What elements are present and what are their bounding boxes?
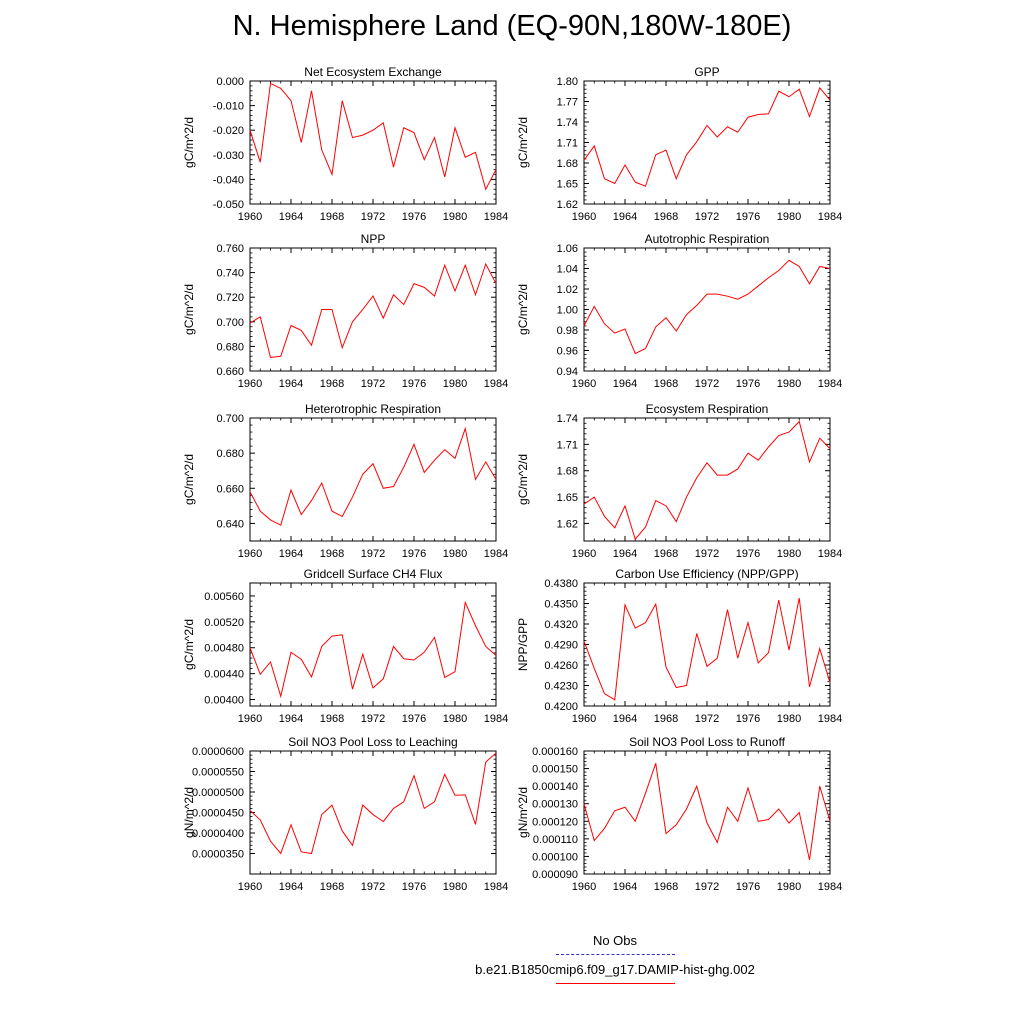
- x-tick-label: 1960: [237, 211, 263, 223]
- y-tick-label: 0.00480: [204, 642, 244, 655]
- panel-title: Ecosystem Respiration: [645, 402, 769, 416]
- x-tick-label: 1960: [571, 378, 597, 390]
- y-tick-label: 0.000140: [532, 781, 578, 794]
- y-tick-label: 0.700: [216, 316, 244, 329]
- chart-panel-6: [516, 402, 842, 560]
- x-tick-label: 1968: [319, 378, 345, 390]
- x-tick-label: 1960: [571, 548, 597, 560]
- series-line: [584, 260, 830, 353]
- y-tick-label: 0.4290: [544, 639, 578, 652]
- y-tick-label: 0.0000600: [192, 746, 244, 758]
- series-line: [584, 763, 830, 860]
- x-tick-label: 1984: [483, 211, 509, 223]
- panel-title: Net Ecosystem Exchange: [304, 65, 442, 79]
- x-tick-label: 1972: [360, 881, 386, 893]
- x-tick-label: 1968: [319, 548, 345, 560]
- y-axis-label: gC/m^2/d: [516, 284, 530, 335]
- y-tick-label: 1.00: [556, 304, 578, 317]
- series-line: [250, 264, 496, 357]
- y-tick-label: 0.00400: [204, 694, 244, 707]
- x-tick-label: 1964: [278, 881, 304, 893]
- y-axis-label: gC/m^2/d: [182, 619, 196, 670]
- x-tick-label: 1976: [401, 211, 427, 223]
- y-tick-label: -0.020: [212, 125, 244, 138]
- plot-frame: [250, 81, 496, 204]
- chart-panel-7: [182, 567, 508, 725]
- x-tick-label: 1968: [319, 881, 345, 893]
- y-tick-label: 0.740: [216, 267, 244, 280]
- y-tick-label: 1.04: [556, 263, 578, 276]
- legend-model-line: [556, 983, 675, 984]
- x-tick-label: 1976: [735, 881, 761, 893]
- series-line: [250, 753, 496, 853]
- chart-panel-4: [516, 232, 842, 390]
- x-tick-label: 1980: [442, 548, 468, 560]
- x-tick-label: 1976: [401, 713, 427, 725]
- series-line: [584, 422, 830, 540]
- y-tick-label: 0.660: [216, 366, 244, 378]
- chart-panel-3: [182, 232, 508, 390]
- y-tick-label: 0.4350: [544, 598, 578, 611]
- x-tick-label: 1960: [571, 211, 597, 223]
- x-tick-label: 1980: [776, 713, 802, 725]
- page-title: N. Hemisphere Land (EQ-90N,180W-180E): [232, 10, 792, 42]
- x-tick-label: 1980: [442, 713, 468, 725]
- series-line: [250, 429, 496, 526]
- y-tick-label: 0.00560: [204, 590, 244, 603]
- x-tick-label: 1968: [653, 378, 679, 390]
- x-tick-label: 1984: [817, 211, 843, 223]
- x-tick-label: 1984: [817, 378, 843, 390]
- y-axis-label: gC/m^2/d: [516, 454, 530, 505]
- y-tick-label: -0.030: [212, 149, 244, 162]
- y-tick-label: 0.000160: [532, 746, 578, 758]
- y-tick-label: 1.74: [556, 117, 578, 129]
- x-tick-label: 1960: [571, 881, 597, 893]
- y-tick-label: 1.71: [556, 439, 578, 452]
- y-tick-label: 1.65: [556, 492, 578, 505]
- x-tick-label: 1968: [319, 211, 345, 223]
- series-line: [584, 88, 830, 186]
- x-tick-label: 1964: [612, 211, 638, 223]
- x-tick-label: 1960: [237, 881, 263, 893]
- x-tick-label: 1964: [612, 713, 638, 725]
- plot-frame: [250, 751, 496, 874]
- x-tick-label: 1980: [442, 378, 468, 390]
- y-tick-label: 0.4380: [544, 578, 578, 590]
- y-tick-label: 0.00520: [204, 616, 244, 629]
- y-tick-label: 0.680: [216, 448, 244, 461]
- y-tick-label: 0.000110: [532, 833, 578, 846]
- y-tick-label: 1.74: [556, 413, 578, 425]
- x-tick-label: 1976: [735, 378, 761, 390]
- y-tick-label: 1.71: [556, 137, 578, 150]
- x-tick-label: 1964: [278, 713, 304, 725]
- x-tick-label: 1968: [653, 713, 679, 725]
- y-tick-label: 0.0000350: [192, 848, 244, 861]
- x-tick-label: 1960: [237, 378, 263, 390]
- x-tick-label: 1984: [817, 713, 843, 725]
- y-axis-label: gN/m^2/d: [182, 787, 196, 838]
- series-line: [250, 83, 496, 189]
- y-tick-label: 0.98: [556, 325, 578, 337]
- y-axis-label: gC/m^2/d: [182, 284, 196, 335]
- x-tick-label: 1964: [612, 548, 638, 560]
- y-axis-label: gC/m^2/d: [182, 454, 196, 505]
- y-tick-label: 0.000090: [532, 869, 578, 881]
- x-tick-label: 1984: [483, 713, 509, 725]
- chart-panel-8: [516, 567, 842, 725]
- plot-frame: [584, 751, 830, 874]
- series-line: [584, 598, 830, 700]
- y-tick-label: 1.68: [556, 465, 578, 478]
- x-tick-label: 1976: [401, 378, 427, 390]
- y-tick-label: 0.680: [216, 341, 244, 354]
- plot-frame: [584, 81, 830, 204]
- panel-title: NPP: [360, 232, 386, 246]
- plot-frame: [250, 418, 496, 541]
- y-tick-label: 0.4230: [544, 680, 578, 693]
- y-tick-label: 0.94: [556, 366, 578, 378]
- x-tick-label: 1972: [360, 211, 386, 223]
- y-axis-label: gN/m^2/d: [516, 787, 530, 838]
- legend-model-label: b.e21.B1850cmip6.f09_g17.DAMIP-hist-ghg.002: [475, 962, 755, 977]
- y-tick-label: -0.010: [212, 100, 244, 113]
- x-tick-label: 1980: [442, 211, 468, 223]
- x-tick-label: 1984: [483, 548, 509, 560]
- y-tick-label: 1.62: [556, 518, 578, 531]
- x-tick-label: 1984: [817, 881, 843, 893]
- x-tick-label: 1972: [694, 211, 720, 223]
- x-tick-label: 1976: [735, 211, 761, 223]
- x-tick-label: 1960: [237, 713, 263, 725]
- y-axis-label: gC/m^2/d: [182, 117, 196, 168]
- y-tick-label: 1.65: [556, 178, 578, 191]
- y-tick-label: 0.000100: [532, 851, 578, 864]
- x-tick-label: 1976: [735, 548, 761, 560]
- x-tick-label: 1972: [694, 548, 720, 560]
- y-tick-label: 0.000130: [532, 798, 578, 811]
- y-tick-label: 0.640: [216, 518, 244, 531]
- y-tick-label: 0.000150: [532, 763, 578, 776]
- y-tick-label: 0.720: [216, 292, 244, 305]
- plot-frame: [584, 418, 830, 541]
- y-tick-label: 0.0000550: [192, 766, 244, 779]
- panel-title: Autotrophic Respiration: [644, 232, 770, 246]
- panel-title: Soil NO3 Pool Loss to Leaching: [288, 735, 458, 749]
- x-tick-label: 1972: [694, 378, 720, 390]
- x-tick-label: 1972: [360, 713, 386, 725]
- x-tick-label: 1968: [653, 881, 679, 893]
- y-tick-label: 0.000: [216, 76, 244, 88]
- x-tick-label: 1980: [776, 211, 802, 223]
- chart-panel-10: [516, 735, 842, 893]
- y-tick-label: 1.02: [556, 284, 578, 296]
- x-tick-label: 1980: [776, 378, 802, 390]
- y-tick-label: 0.0000500: [192, 787, 244, 799]
- y-tick-label: 1.80: [556, 76, 578, 88]
- y-tick-label: 0.700: [216, 413, 244, 425]
- y-tick-label: 0.00440: [204, 668, 244, 681]
- chart-panel-1: [182, 65, 508, 223]
- legend-obs-label: No Obs: [592, 933, 638, 948]
- y-tick-label: 1.62: [556, 199, 578, 211]
- y-tick-label: 0.660: [216, 483, 244, 496]
- x-tick-label: 1972: [360, 378, 386, 390]
- panel-title: Carbon Use Efficiency (NPP/GPP): [615, 567, 799, 581]
- x-tick-label: 1964: [612, 881, 638, 893]
- y-tick-label: 0.4320: [544, 619, 578, 631]
- y-tick-label: 1.68: [556, 158, 578, 170]
- y-tick-label: 0.4260: [544, 660, 578, 672]
- y-tick-label: 1.77: [556, 96, 578, 109]
- panel-title: GPP: [694, 65, 720, 79]
- panel-title: Gridcell Surface CH4 Flux: [303, 567, 443, 581]
- y-tick-label: 0.0000450: [192, 807, 244, 820]
- x-tick-label: 1976: [735, 713, 761, 725]
- plot-frame: [584, 248, 830, 371]
- x-tick-label: 1980: [442, 881, 468, 893]
- x-tick-label: 1968: [653, 211, 679, 223]
- x-tick-label: 1976: [401, 548, 427, 560]
- chart-panel-2: [516, 65, 842, 223]
- x-tick-label: 1984: [483, 881, 509, 893]
- x-tick-label: 1972: [694, 713, 720, 725]
- y-tick-label: 0.0000400: [192, 828, 244, 840]
- x-tick-label: 1968: [653, 548, 679, 560]
- x-tick-label: 1984: [483, 378, 509, 390]
- x-tick-label: 1964: [278, 378, 304, 390]
- panel-title: Heterotrophic Respiration: [304, 402, 442, 416]
- x-tick-label: 1964: [278, 211, 304, 223]
- x-tick-label: 1968: [319, 713, 345, 725]
- y-axis-label: NPP/GPP: [516, 617, 530, 672]
- chart-panel-9: [182, 735, 508, 893]
- y-tick-label: 0.000120: [532, 816, 578, 829]
- panel-title: Soil NO3 Pool Loss to Runoff: [629, 735, 785, 749]
- legend-obs-line: [556, 954, 675, 955]
- x-tick-label: 1960: [237, 548, 263, 560]
- y-tick-label: -0.050: [212, 199, 244, 211]
- x-tick-label: 1980: [776, 548, 802, 560]
- x-tick-label: 1972: [360, 548, 386, 560]
- y-tick-label: 0.760: [216, 243, 244, 255]
- y-tick-label: 0.4200: [544, 701, 578, 713]
- y-tick-label: 0.96: [556, 345, 578, 358]
- series-line: [250, 602, 496, 696]
- x-tick-label: 1976: [401, 881, 427, 893]
- y-axis-label: gC/m^2/d: [516, 117, 530, 168]
- y-tick-label: -0.040: [212, 174, 244, 187]
- x-tick-label: 1972: [694, 881, 720, 893]
- x-tick-label: 1984: [817, 548, 843, 560]
- x-tick-label: 1980: [776, 881, 802, 893]
- plot-frame: [250, 248, 496, 371]
- x-tick-label: 1960: [571, 713, 597, 725]
- y-tick-label: 1.06: [556, 243, 578, 255]
- chart-panel-5: [182, 402, 508, 560]
- x-tick-label: 1964: [612, 378, 638, 390]
- x-tick-label: 1964: [278, 548, 304, 560]
